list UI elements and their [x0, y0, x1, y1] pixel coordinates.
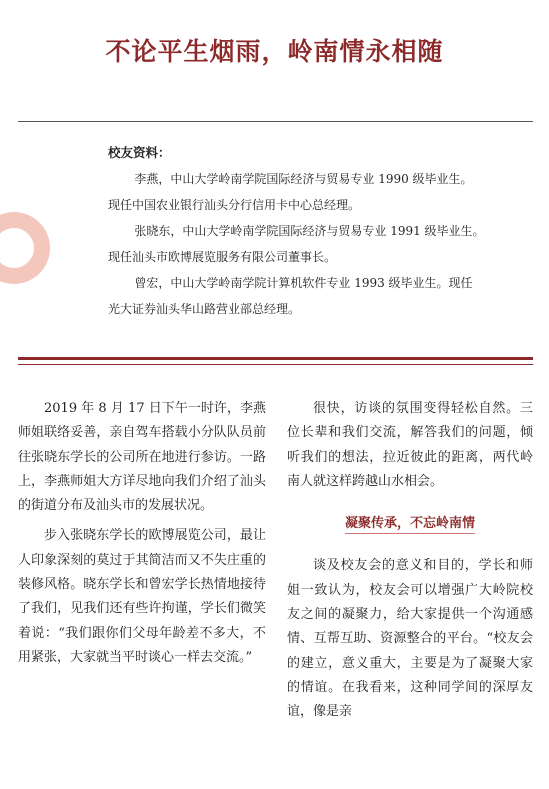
profile-line: 现任中国农业银行汕头分行信用卡中心总经理。	[108, 198, 361, 212]
subheading-text: 凝聚传承，不忘岭南情	[345, 516, 475, 534]
profile-line: 现任汕头市欧博展览服务有限公司董事长。	[108, 250, 337, 264]
article-column-right	[287, 397, 533, 725]
paragraph: 步入张晓东学长的欧博展览公司，最让人印象深刻的莫过于其简洁而又不失庄重的装修风格。晓东学长和曾宏学长热情地接待了我们，见我们还有些许拘谨，学长们微笑着说：“我们跟你们父母年龄差不多大，不用紧张，大家就当平时谈心一样去交流。”	[18, 528, 266, 665]
profile-line: 曾宏，中山大学岭南学院计算机软件专业 1993 级毕业生。现任	[134, 276, 473, 290]
decorative-circle	[0, 212, 50, 284]
section-divider-thick	[18, 357, 533, 360]
paragraph: 谈及校友会的意义和目的，学长和师姐一致认为，校友会可以增强广大岭院校友之间的凝聚力，给大家提供一个沟通感情、互帮互助、资源整合的平台。“校友会的建立，意义重大，主要是为了凝聚大家的情谊。在我看来，这种同学间的深厚友谊，像是亲	[287, 558, 533, 720]
paragraph: 2019 年 8 月 17 日下午一时许，李燕师姐联络妥善，亲自驾车搭载小分队队员前往张晓东学长的公司所在地进行参访。一路上，李燕师姐大方详尽地向我们介绍了汕头的街道分布及汕头市的发展状况。	[18, 401, 266, 514]
profile-label: 校友资料：	[108, 145, 171, 160]
article-title: 不论平生烟雨，岭南情永相随	[105, 37, 444, 66]
profile-line: 张晓东，中山大学岭南学院国际经济与贸易专业 1991 级毕业生。	[134, 224, 485, 238]
section-subheading	[287, 512, 533, 536]
paragraph: 很快，访谈的氛围变得轻松自然。三位长辈和我们交流，解答我们的问题，倾听我们的想法，拉近彼此的距离，两代岭南人就这样跨越山水相会。	[287, 401, 533, 489]
alumni-profile	[108, 140, 533, 322]
section-divider-thin	[18, 364, 533, 365]
top-divider	[18, 121, 533, 122]
profile-line: 光大证券汕头华山路营业部总经理。	[108, 302, 301, 316]
article-column-left	[18, 397, 266, 670]
profile-line: 李燕，中山大学岭南学院国际经济与贸易专业 1990 级毕业生。	[134, 172, 473, 186]
